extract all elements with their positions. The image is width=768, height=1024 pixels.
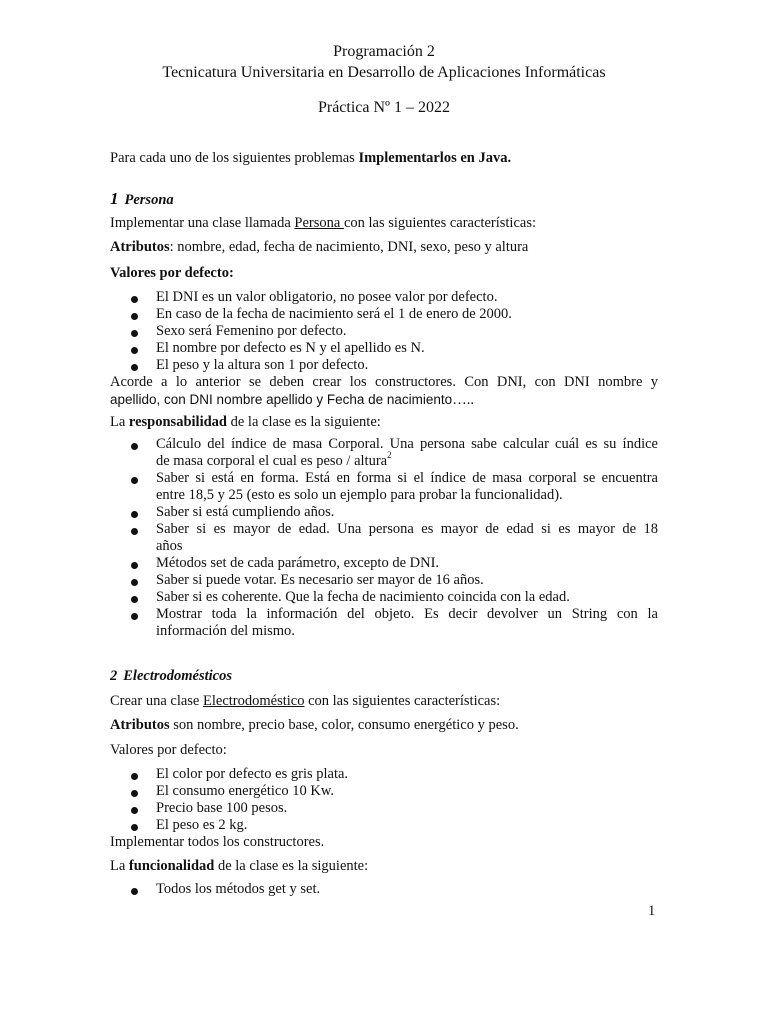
- list-item: El DNI es un valor obligatorio, no posee valor por defecto.: [156, 289, 498, 305]
- bullet-dot: [131, 528, 138, 535]
- bullet-dot: [131, 888, 138, 895]
- section-2-class-intro: Crear una clase Electrodoméstico con las siguientes características:: [110, 693, 501, 709]
- list-item: Mostrar toda la información del objeto. Es decir devolver un String con la: [156, 606, 658, 622]
- page-number: 1: [648, 903, 656, 919]
- bullet-dot: [131, 443, 138, 450]
- course-title: Programación 2: [333, 43, 435, 60]
- list-item: Sexo será Femenino por defecto.: [156, 323, 347, 339]
- bullet-dot: [131, 313, 138, 320]
- section-1-attributes: Atributos: nombre, edad, fecha de nacimiento, DNI, sexo, peso y altura: [110, 239, 529, 255]
- list-item: Saber si puede votar. Es necesario ser mayor de 16 años.: [156, 572, 484, 588]
- list-item: Todos los métodos get y set.: [156, 881, 321, 897]
- bullet-dot: [131, 596, 138, 603]
- list-item: Métodos set de cada parámetro, excepto de DNI.: [156, 555, 440, 571]
- class-name-persona: Persona: [294, 215, 344, 231]
- section-2-heading: [110, 668, 232, 685]
- list-item: El nombre por defecto es N y el apellido es N.: [156, 340, 425, 356]
- section-1-class-intro: Implementar una clase llamada Persona con las siguientes características:: [110, 215, 536, 231]
- bullet-dot: [131, 477, 138, 484]
- section-2-constructors: Implementar todos los constructores.: [110, 834, 325, 850]
- bullet-dot: [131, 824, 138, 831]
- list-item: Saber si es mayor de edad. Una persona es mayor de edad si es mayor de 18: [156, 521, 658, 537]
- practice-title: Práctica Nº 1 – 2022: [317, 99, 451, 116]
- list-item: El peso es 2 kg.: [156, 817, 248, 833]
- responsibility-intro: La responsabilidad de la clase es la siguiente:: [110, 414, 381, 430]
- bullet-dot: [131, 790, 138, 797]
- bullet-dot: [131, 347, 138, 354]
- section-2-title: Electrodomésticos: [123, 668, 232, 684]
- list-item: Saber si está en forma. Está en forma si el índice de masa corporal se encuentra: [156, 470, 658, 486]
- list-item-continued: de masa corporal el cual es peso / altura$^2$: [156, 450, 392, 469]
- list-item: El color por defecto es gris plata.: [156, 766, 349, 782]
- bullet-dot: [131, 364, 138, 371]
- section-1-defaults-label: Valores por defecto:: [110, 265, 234, 281]
- program-title: Tecnicatura Universitaria en Desarrollo de Aplicaciones Informáticas: [162, 64, 606, 81]
- bullet-dot: [131, 511, 138, 518]
- section-2-number: 2: [110, 668, 118, 684]
- list-item-continued: entre 18,5 y 25 (esto es solo un ejemplo para probar la funcionalidad).: [156, 487, 563, 503]
- class-name-electrodomestico: Electrodoméstico: [203, 693, 305, 709]
- bullet-dot: [131, 807, 138, 814]
- list-item-continued: años: [156, 538, 183, 554]
- constructors-paragraph-line-1: Acorde a lo anterior se deben crear los constructores. Con DNI, con DNI nombre y: [110, 374, 658, 390]
- constructors-paragraph-line-2: apellido, con DNI nombre apellido y Fecha de nacimiento…..: [110, 392, 474, 408]
- section-1-heading: [110, 189, 174, 209]
- intro-emphasis: Implementarlos en Java.: [358, 150, 512, 166]
- bullet-dot: [131, 579, 138, 586]
- list-item: Precio base 100 pesos.: [156, 800, 288, 816]
- section-2-defaults-label: Valores por defecto:: [110, 742, 227, 758]
- bullet-dot: [131, 330, 138, 337]
- list-item: El consumo energético 10 Kw.: [156, 783, 334, 799]
- bullet-dot: [131, 296, 138, 303]
- list-item: El peso y la altura son 1 por defecto.: [156, 357, 369, 373]
- section-2-attributes: Atributos son nombre, precio base, color, consumo energético y peso.: [110, 717, 519, 733]
- list-item: Cálculo del índice de masa Corporal. Una persona sabe calcular cuál es su índice: [156, 436, 658, 452]
- intro-paragraph: Para cada uno de los siguientes problemas Implementarlos en Java.: [110, 150, 512, 166]
- list-item: En caso de la fecha de nacimiento será el 1 de enero de 2000.: [156, 306, 512, 322]
- functionality-intro: La funcionalidad de la clase es la siguiente:: [110, 858, 369, 874]
- bullet-dot: [131, 773, 138, 780]
- bullet-dot: [131, 613, 138, 620]
- section-1-title: Persona: [124, 192, 174, 208]
- list-item-continued: información del mismo.: [156, 623, 295, 639]
- section-1-number: 1: [110, 189, 119, 208]
- list-item: Saber si es coherente. Que la fecha de nacimiento coincida con la edad.: [156, 589, 570, 605]
- list-item: Saber si está cumpliendo años.: [156, 504, 335, 520]
- bullet-dot: [131, 562, 138, 569]
